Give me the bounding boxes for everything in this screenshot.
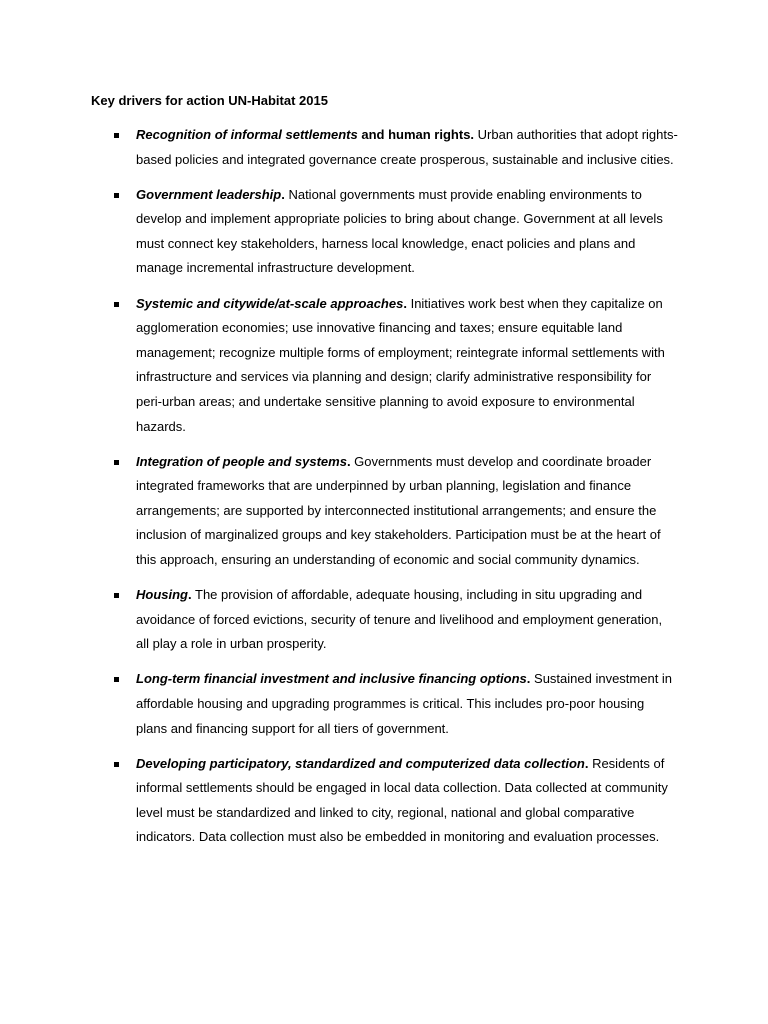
item-body: The provision of affordable, adequate housing, including in situ upgrading and avoidance of forced evictions, security of tenure and livelihood and employment generation, all play a role in urban prosperity.: [136, 587, 663, 652]
item-heading-suffix: .: [188, 587, 192, 603]
item-heading-suffix: .: [584, 755, 589, 771]
item-body: Sustained investment in affordable housing and upgrading programmes is critical. This includes pro-poor housing plans and financing support for all tiers of government.: [136, 671, 673, 736]
item-heading: Developing participatory, standardized and computerized data collection: [136, 755, 585, 771]
item-heading-suffix: and human rights.: [357, 127, 475, 142]
item-heading: Recognition of informal settlements: [136, 127, 358, 142]
item-body: Initiatives work best when they capitalize on agglomeration economies; use innovative financing and taxes; ensure equitable land management; recognize multiple forms of employment; reintegrate informal settlements with infrastructure and services via planning and design; clarify administrative responsibility for peri-urban areas; and undertake sensitive planning to avoid exposure to environmental hazards.: [136, 295, 665, 434]
key-drivers-list: [0, 123, 768, 861]
item-body: Urban authorities that adopt rights-based policies and integrated governance create prosperous, sustainable and inclusive cities.: [136, 127, 678, 167]
item-body: Governments must develop and coordinate broader integrated frameworks that are underpinned by urban planning, legislation and finance arrangements; are supported by interconnected institutional arrangements; and ensure the inclusion of marginalized groups and key stakeholders. Participation must be at the heart of this approach, ensuring an understanding of economic and social community dynamics.: [136, 453, 661, 567]
list-item: [0, 183, 768, 281]
item-body: National governments must provide enabling environments to develop and implement appropriate policies to bring about change. Government at all levels must connect key stakeholders, harness local knowledge, enact policies and plans and manage incremental infrastructure development.: [136, 186, 663, 276]
square-bullet-icon: [114, 460, 119, 465]
item-heading-suffix: .: [403, 295, 407, 311]
list-item: [0, 450, 768, 573]
square-bullet-icon: [114, 762, 119, 767]
document-title: Key drivers for action UN-Habitat 2015: [91, 93, 328, 108]
square-bullet-icon: [114, 133, 119, 138]
square-bullet-icon: [114, 677, 119, 682]
list-item: [0, 292, 768, 440]
item-heading: Long-term financial investment and inclusive financing options: [136, 671, 527, 687]
list-item: [0, 583, 768, 657]
item-heading-suffix: .: [526, 671, 531, 687]
square-bullet-icon: [114, 593, 119, 598]
list-item: [0, 123, 768, 172]
item-heading: Government leadership: [136, 186, 282, 202]
item-heading: Systemic and citywide/at-scale approaches: [136, 295, 404, 311]
item-heading-suffix: .: [346, 453, 351, 469]
item-heading-suffix: .: [281, 186, 285, 202]
list-item: [0, 752, 768, 850]
list-item: [0, 667, 768, 741]
item-heading: Housing: [136, 587, 188, 603]
item-heading: Integration of people and systems: [136, 453, 347, 469]
square-bullet-icon: [114, 193, 119, 198]
square-bullet-icon: [114, 302, 119, 307]
item-body: Residents of informal settlements should be engaged in local data collection. Data collected at community level must be standardized and linked to city, regional, national and global comparative indicators. Data collection must also be embedded in monitoring and evaluation processes.: [136, 755, 668, 845]
